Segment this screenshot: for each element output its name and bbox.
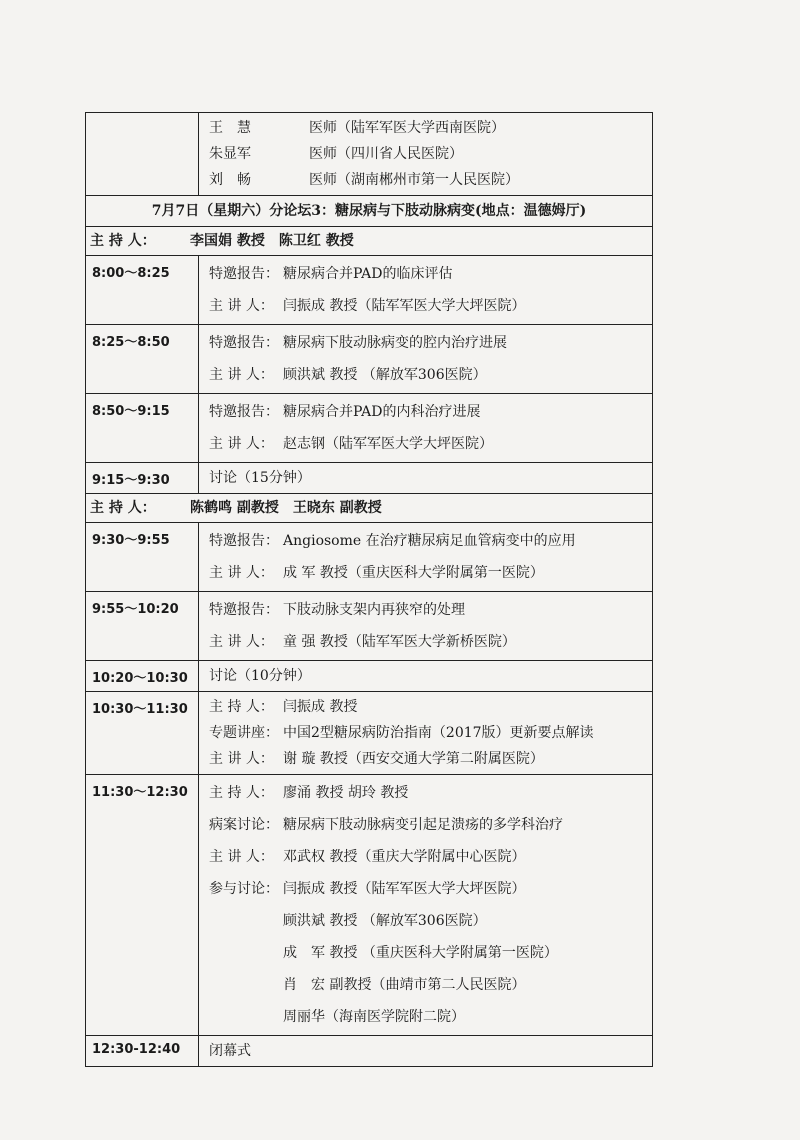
item-text: 闫振成 教授（陆军军医大学大坪医院） (283, 881, 526, 897)
person-title: 医师（湖南郴州市第一人民医院） (309, 172, 519, 188)
time-cell: 9:30～9:55 (86, 523, 199, 592)
person-name: 王 慧 (209, 120, 251, 136)
item-label: 专题讲座： (209, 725, 279, 741)
item-label: 特邀报告： (209, 335, 279, 351)
item-label: 主 讲 人： (209, 367, 274, 383)
item-label: 病案讨论： (209, 817, 279, 833)
item-text: 糖尿病下肢动脉病变的腔内治疗进展 (283, 335, 507, 351)
time-cell-empty (86, 113, 199, 196)
schedule-table (85, 112, 653, 1067)
list-item (209, 115, 652, 141)
list-item (209, 141, 652, 167)
content-cell (199, 661, 653, 692)
list-item (209, 327, 652, 359)
table-row (86, 692, 653, 775)
list-item (209, 873, 652, 905)
item-text: 童 强 教授（陆军军医大学新桥医院） (283, 634, 516, 650)
table-row (86, 227, 653, 256)
list-item (209, 396, 652, 428)
list-item (209, 258, 652, 290)
list-item (209, 594, 652, 626)
time-cell: 8:00～8:25 (86, 256, 199, 325)
item-label: 主 持 人： (209, 699, 274, 715)
time-cell: 10:20～10:30 (86, 661, 199, 692)
item-label: 主 持 人： (209, 785, 274, 801)
item-text: 中国2型糖尿病防治指南（2017版）更新要点解读 (283, 725, 594, 741)
table-row (86, 661, 653, 692)
list-item (209, 1001, 652, 1033)
session-banner: 7月7日（星期六）分论坛3：糖尿病与下肢动脉病变(地点：温德姆厅) (86, 196, 653, 227)
table-row (86, 196, 653, 227)
table-row (86, 463, 653, 494)
time-cell: 9:55～10:20 (86, 592, 199, 661)
list-item (209, 1038, 652, 1064)
list-item (209, 167, 652, 193)
item-text: 成 军 教授 （重庆医科大学附属第一医院） (283, 945, 558, 961)
item-label: 特邀报告： (209, 266, 279, 282)
time-cell: 8:25～8:50 (86, 325, 199, 394)
table-row (86, 256, 653, 325)
person-title: 医师（四川省人民医院） (309, 146, 463, 162)
table-row (86, 113, 653, 196)
table-row (86, 592, 653, 661)
item-text: 讨论（10分钟） (209, 668, 311, 684)
item-text: 廖涌 教授 胡玲 教授 (283, 785, 409, 801)
time-cell: 10:30～11:30 (86, 692, 199, 775)
item-text: 下肢动脉支架内再狭窄的处理 (283, 602, 465, 618)
list-item (209, 359, 652, 391)
item-label: 主 讲 人： (209, 565, 274, 581)
item-text: 成 军 教授（重庆医科大学附属第一医院） (283, 565, 544, 581)
list-item (209, 969, 652, 1001)
list-item (209, 626, 652, 658)
item-label: 特邀报告： (209, 404, 279, 420)
chair-row (86, 227, 653, 256)
item-label: 主 讲 人： (209, 436, 274, 452)
list-item (209, 557, 652, 589)
table-row (86, 394, 653, 463)
list-item (209, 465, 652, 491)
list-item (209, 663, 652, 689)
table-row (86, 1036, 653, 1067)
chair-row (86, 494, 653, 523)
chair-label: 主 持 人： (90, 500, 156, 516)
chair-names: 陈鹤鸣 副教授 王晓东 副教授 (190, 500, 382, 516)
time-cell: 9:15～9:30 (86, 463, 199, 494)
content-cell (199, 523, 653, 592)
item-label: 参与讨论： (209, 881, 279, 897)
list-item (209, 525, 652, 557)
item-text: 谢 璇 教授（西安交通大学第二附属医院） (283, 751, 544, 767)
list-item (209, 777, 652, 809)
item-text: 闭幕式 (209, 1043, 251, 1059)
time-cell: 12:30-12:40 (86, 1036, 199, 1067)
item-text: 闫振成 教授 (283, 699, 358, 715)
list-item (209, 694, 652, 720)
item-text: 赵志钢（陆军军医大学大坪医院） (283, 436, 493, 452)
item-text: 糖尿病合并PAD的内科治疗进展 (283, 404, 481, 420)
list-item (209, 428, 652, 460)
list-item (209, 937, 652, 969)
list-item (209, 841, 652, 873)
table-row (86, 325, 653, 394)
content-cell (199, 463, 653, 494)
item-text: 周丽华（海南医学院附二院） (283, 1009, 465, 1025)
item-label: 主 讲 人： (209, 849, 274, 865)
person-name: 朱显军 (209, 146, 251, 162)
list-item (209, 746, 652, 772)
time-cell: 11:30～12:30 (86, 775, 199, 1036)
item-label: 特邀报告： (209, 602, 279, 618)
item-text: 顾洪斌 教授 （解放军306医院） (283, 913, 487, 929)
item-text: 邓武权 教授（重庆大学附属中心医院） (283, 849, 526, 865)
item-text: Angiosome 在治疗糖尿病足血管病变中的应用 (283, 533, 576, 549)
item-text: 讨论（15分钟） (209, 470, 311, 486)
item-text: 顾洪斌 教授 （解放军306医院） (283, 367, 487, 383)
list-item (209, 290, 652, 322)
list-item (209, 809, 652, 841)
content-cell (199, 692, 653, 775)
item-text: 肖 宏 副教授（曲靖市第二人民医院） (283, 977, 526, 993)
item-text: 闫振成 教授（陆军军医大学大坪医院） (283, 298, 526, 314)
content-cell (199, 325, 653, 394)
person-title: 医师（陆军军医大学西南医院） (309, 120, 505, 136)
table-row (86, 494, 653, 523)
item-text: 糖尿病合并PAD的临床评估 (283, 266, 453, 282)
chair-label: 主 持 人： (90, 233, 156, 249)
list-item (209, 905, 652, 937)
content-cell (199, 256, 653, 325)
content-cell (199, 1036, 653, 1067)
content-cell (199, 775, 653, 1036)
item-label: 主 讲 人： (209, 634, 274, 650)
time-cell: 8:50～9:15 (86, 394, 199, 463)
item-label: 主 讲 人： (209, 751, 274, 767)
item-label: 主 讲 人： (209, 298, 274, 314)
chair-names: 李国娟 教授 陈卫红 教授 (190, 233, 354, 249)
item-text: 糖尿病下肢动脉病变引起足溃疡的多学科治疗 (283, 817, 563, 833)
table-row (86, 523, 653, 592)
item-label: 特邀报告： (209, 533, 279, 549)
content-cell (199, 592, 653, 661)
table-row (86, 775, 653, 1036)
list-item (209, 720, 652, 746)
content-cell (199, 394, 653, 463)
intro-cell (199, 113, 653, 196)
person-name: 刘 畅 (209, 172, 251, 188)
